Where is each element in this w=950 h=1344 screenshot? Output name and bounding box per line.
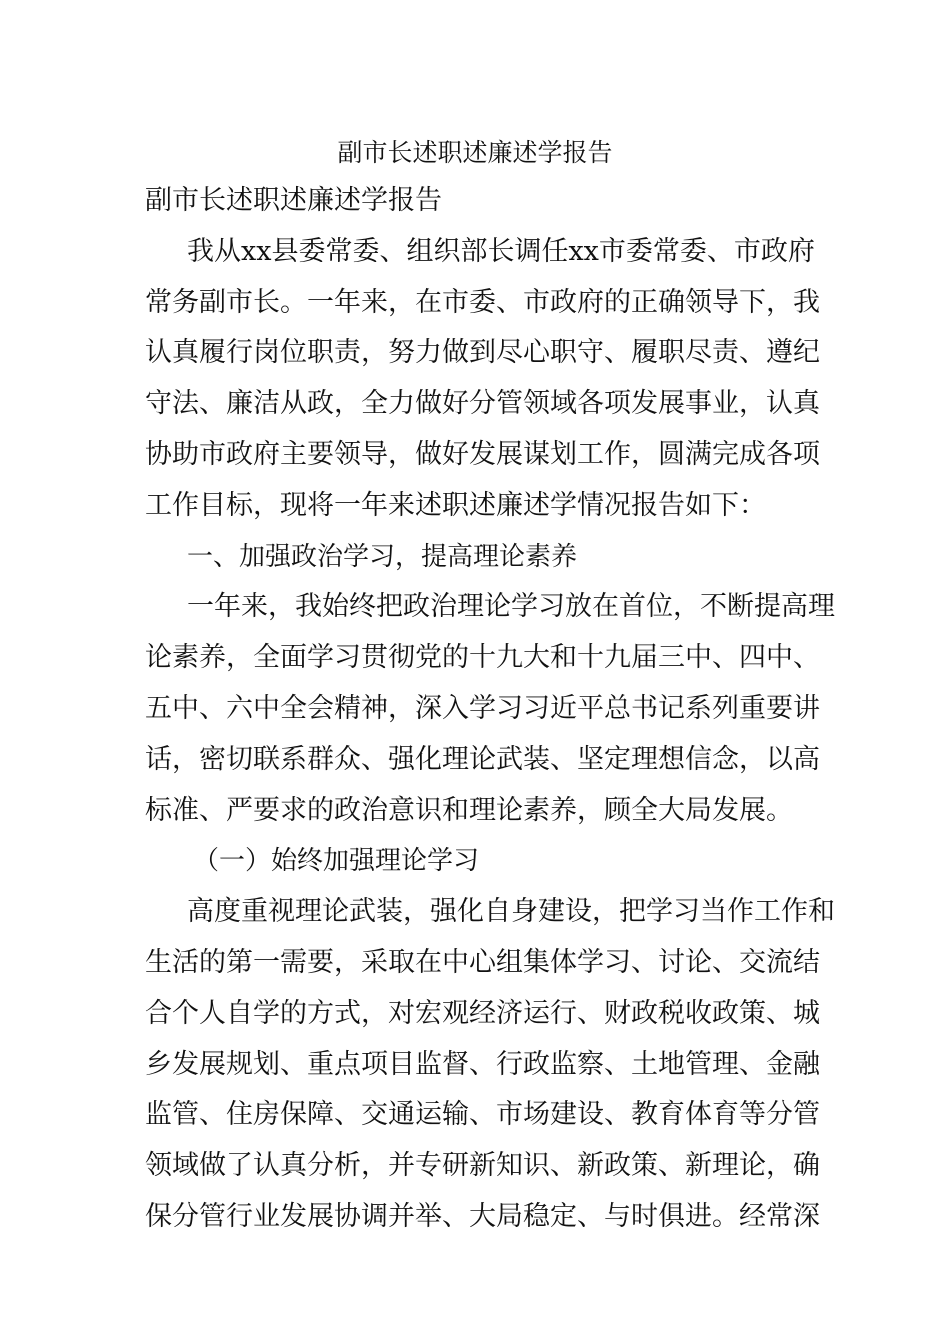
section-heading: 一、加强政治学习，提高理论素养 (187, 541, 578, 572)
paragraph-line: 认真履行岗位职责，努力做到尽心职守、履职尽责、遵纪 (145, 337, 820, 369)
paragraph-line: 协助市政府主要领导，做好发展谋划工作，圆满完成各项 (145, 438, 820, 470)
document-body (145, 176, 835, 1243)
paragraph-line: 监管、住房保障、交通运输、市场建设、教育体育等分管 (145, 1099, 820, 1131)
paragraph-line: 生活的第一需要，采取在中心组集体学习、讨论、交流结 (145, 946, 820, 978)
paragraph-line: 守法、廉洁从政，全力做好分管领域各项发展事业，认真 (145, 388, 820, 420)
paragraph-line: 话，密切联系群众、强化理论武装、坚定理想信念，以高 (145, 743, 820, 775)
paragraph-line: 合个人自学的方式，对宏观经济运行、财政税收政策、城 (145, 997, 820, 1029)
paragraph-line: 我从xx县委常委、组织部长调任xx市委常委、市政府 (187, 235, 815, 267)
paragraph-line: 五中、六中全会精神，深入学习习近平总书记系列重要讲 (145, 692, 820, 724)
paragraph-line: 乡发展规划、重点项目监督、行政监察、土地管理、金融 (145, 1048, 820, 1080)
paragraph-line: 工作目标，现将一年来述职述廉述学情况报告如下： (145, 489, 766, 521)
subsection-heading: （一）始终加强理论学习 (193, 846, 480, 877)
paragraph-line: 领域做了认真分析，并专研新知识、新政策、新理论，确 (145, 1150, 820, 1182)
body-subtitle: 副市长述职述廉述学报告 (145, 185, 442, 216)
paragraph-line: 常务副市长。一年来，在市委、市政府的正确领导下，我 (145, 286, 820, 318)
paragraph-line: 标准、严要求的政治意识和理论素养，顾全大局发展。 (145, 794, 793, 826)
paragraph-line: 一年来，我始终把政治理论学习放在首位，不断提高理 (187, 591, 835, 623)
paragraph-line: 保分管行业发展协调并举、大局稳定、与时俱进。经常深 (145, 1200, 820, 1232)
paragraph-line: 论素养，全面学习贯彻党的十九大和十九届三中、四中、 (145, 642, 820, 674)
document-title: 副市长述职述廉述学报告 (337, 138, 613, 167)
paragraph-line: 高度重视理论武装，强化自身建设，把学习当作工作和 (187, 896, 835, 928)
